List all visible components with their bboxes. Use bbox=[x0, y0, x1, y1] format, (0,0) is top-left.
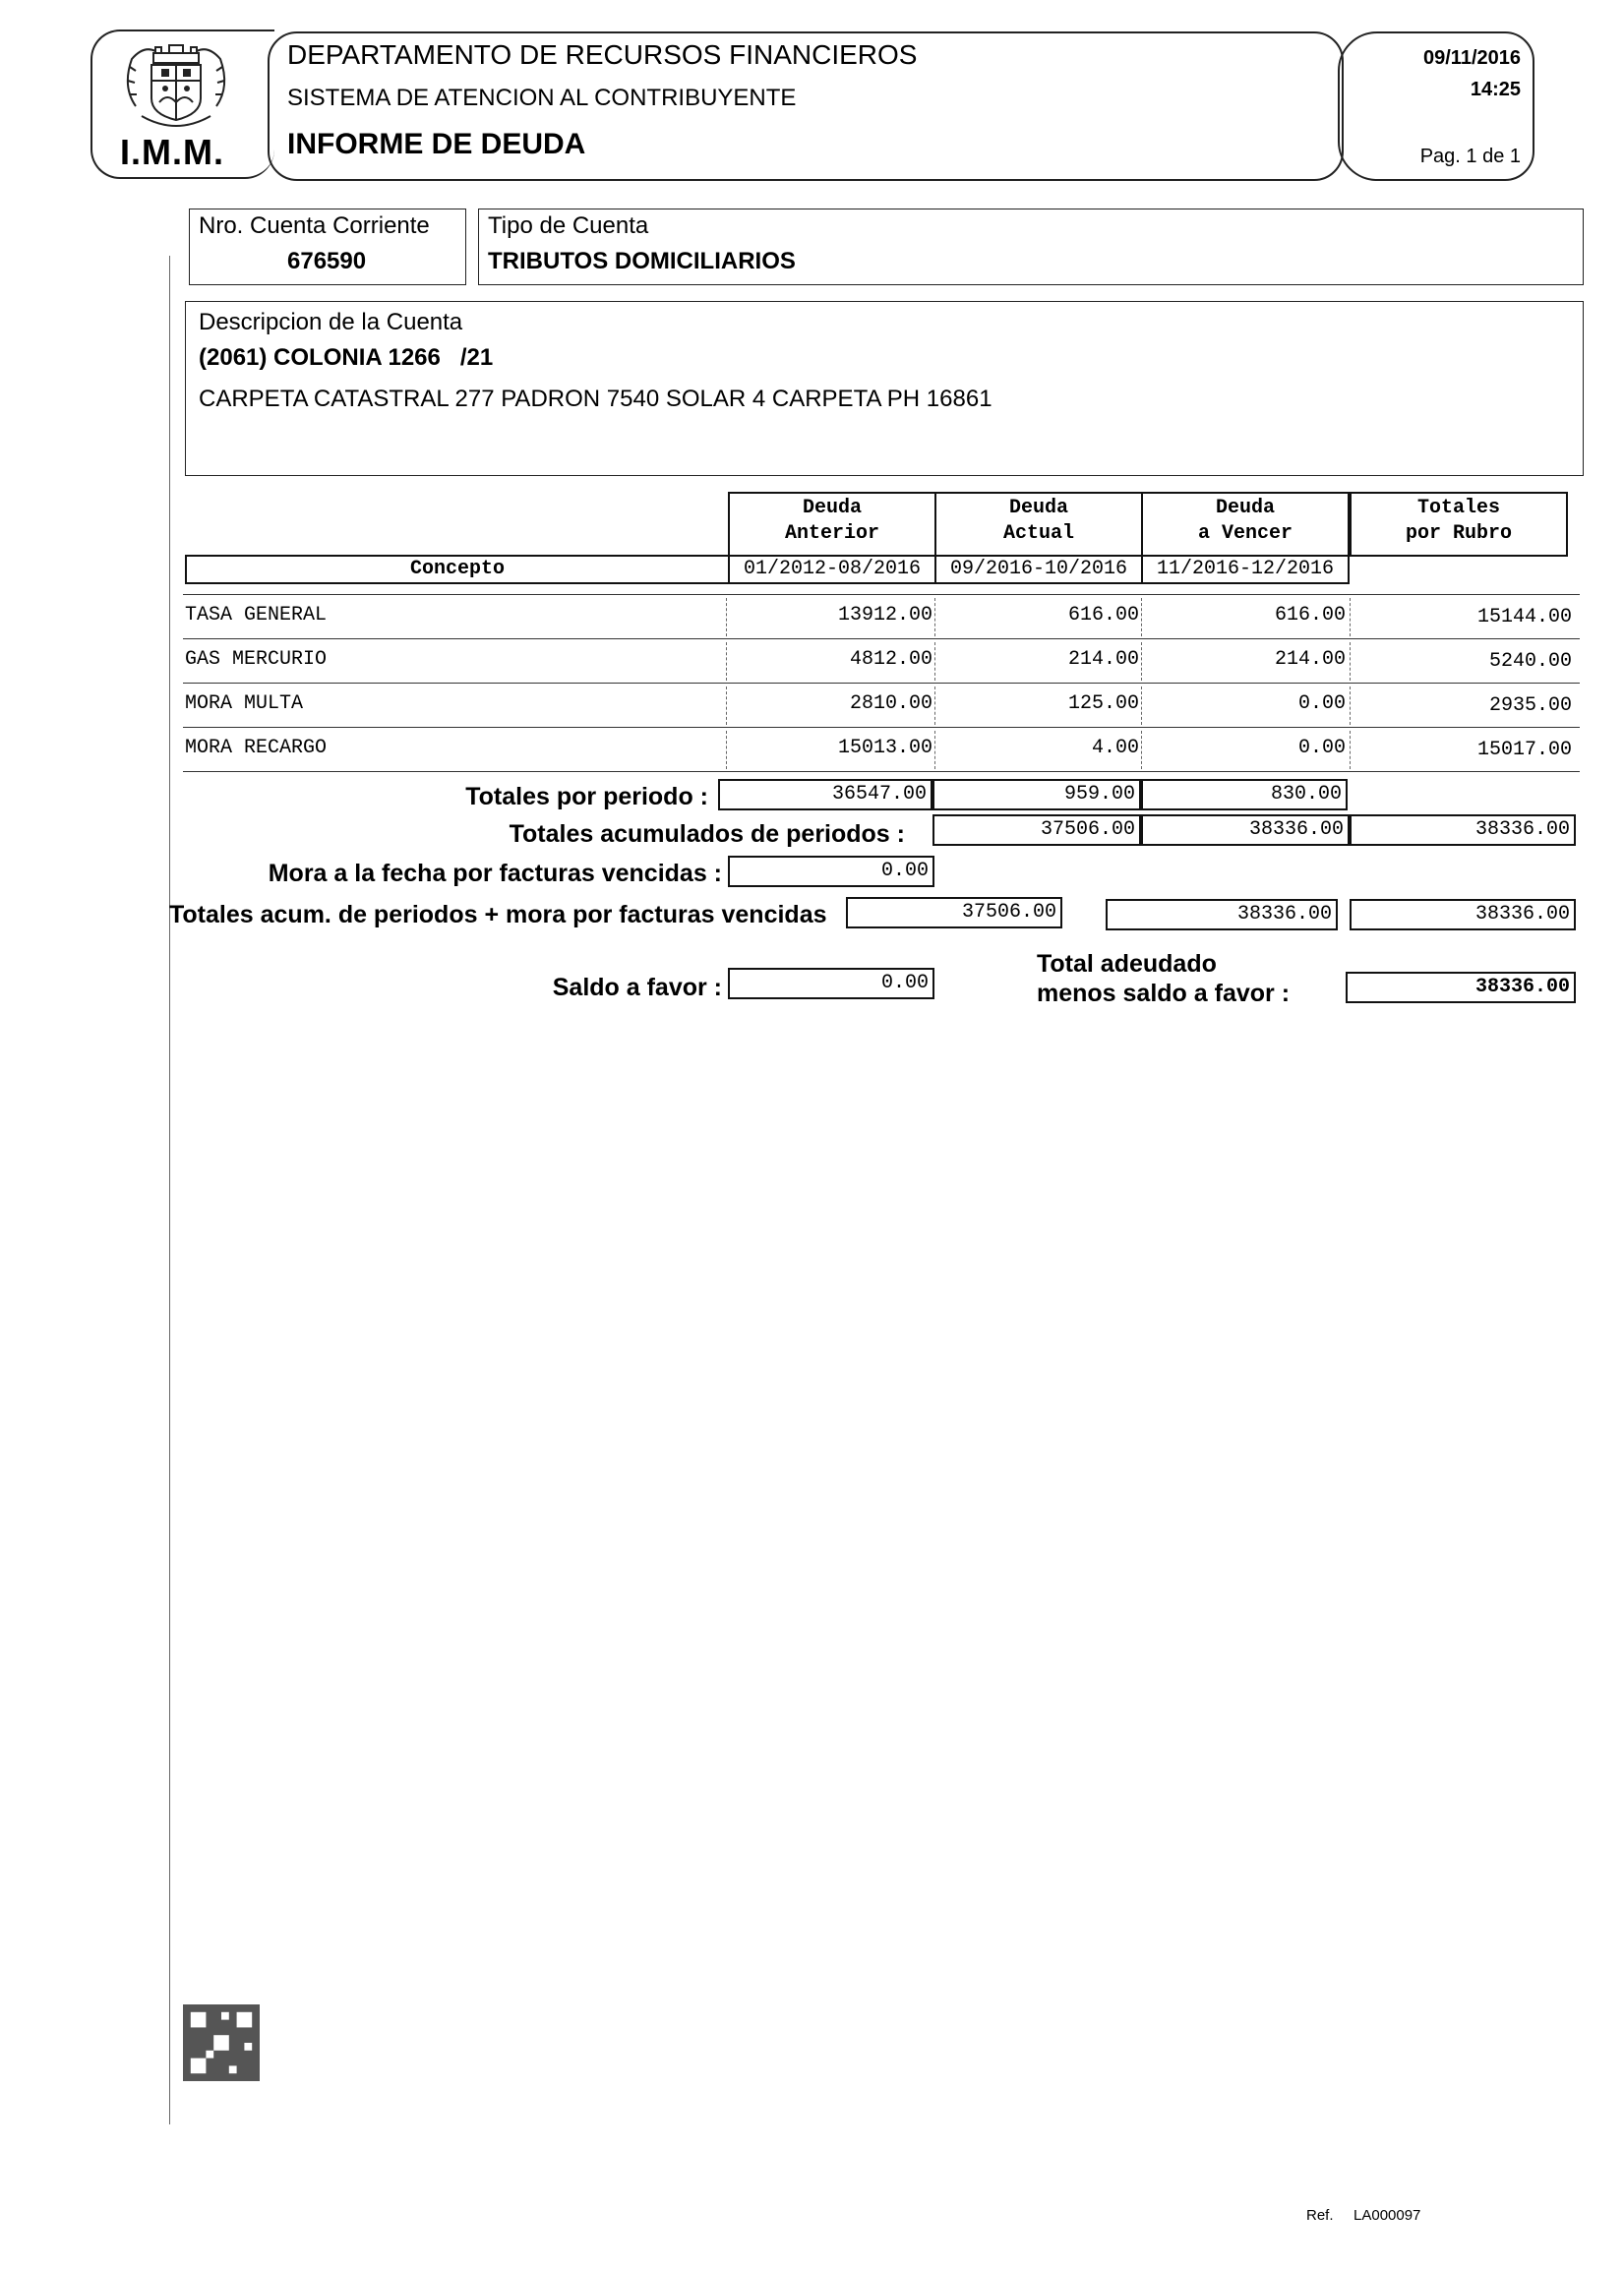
adeudado-value: 38336.00 bbox=[1346, 972, 1576, 1003]
column-separator bbox=[726, 687, 727, 725]
acum-mora-total: 38336.00 bbox=[1350, 899, 1576, 930]
column-separator bbox=[1350, 642, 1351, 681]
column-separator bbox=[934, 731, 935, 769]
crest-icon bbox=[116, 37, 236, 134]
row-actual: 125.00 bbox=[1067, 692, 1139, 715]
row-total: 5240.00 bbox=[1488, 650, 1572, 673]
header-deuda-vencer bbox=[1141, 492, 1350, 557]
account-type-label: Tipo de Cuenta bbox=[488, 212, 649, 239]
row-anterior: 4812.00 bbox=[849, 648, 932, 671]
header-deuda-anterior-line2: Anterior bbox=[784, 522, 879, 545]
column-separator bbox=[1141, 642, 1142, 681]
logo-text: I.M.M. bbox=[120, 132, 224, 172]
column-separator bbox=[1350, 598, 1351, 636]
period-actual: 09/2016-10/2016 bbox=[934, 555, 1143, 584]
column-separator bbox=[1141, 598, 1142, 636]
period-anterior: 01/2012-08/2016 bbox=[728, 555, 936, 584]
department-title: DEPARTAMENTO DE RECURSOS FINANCIEROS bbox=[287, 39, 918, 70]
acum-mora-anterior: 37506.00 bbox=[846, 897, 1062, 928]
saldo-label: Saldo a favor : bbox=[552, 974, 722, 1001]
totales-periodo-vencer: 830.00 bbox=[1141, 779, 1348, 810]
ref-label: Ref. bbox=[1306, 2207, 1334, 2224]
qr-code-icon bbox=[183, 2004, 260, 2081]
acum-mora-actual: 38336.00 bbox=[1106, 899, 1338, 930]
table-row-line bbox=[183, 638, 1580, 639]
saldo-value: 0.00 bbox=[728, 968, 934, 999]
header-deuda-actual-line1: Deuda bbox=[1008, 497, 1068, 519]
row-anterior: 15013.00 bbox=[837, 737, 932, 759]
column-separator bbox=[934, 687, 935, 725]
row-total: 15017.00 bbox=[1476, 739, 1572, 761]
row-total: 2935.00 bbox=[1488, 694, 1572, 717]
totales-periodo-actual: 959.00 bbox=[932, 779, 1141, 810]
row-anterior: 13912.00 bbox=[837, 604, 932, 627]
row-concepto: TASA GENERAL bbox=[185, 604, 328, 627]
header-totales-rubro bbox=[1350, 492, 1568, 557]
account-number: 676590 bbox=[287, 248, 367, 274]
column-separator bbox=[726, 598, 727, 636]
totales-acumulados-total: 38336.00 bbox=[1350, 814, 1576, 846]
column-separator bbox=[934, 642, 935, 681]
row-vencer: 0.00 bbox=[1297, 692, 1346, 715]
header-deuda-anterior bbox=[728, 492, 936, 557]
row-concepto: MORA MULTA bbox=[185, 692, 304, 715]
row-vencer: 616.00 bbox=[1274, 604, 1346, 627]
header-deuda-anterior-line1: Deuda bbox=[802, 497, 862, 519]
margin-line bbox=[169, 256, 170, 2124]
totales-acumulados-vencer: 38336.00 bbox=[1141, 814, 1350, 846]
table-row-line bbox=[183, 594, 1580, 595]
ref-code: LA000097 bbox=[1353, 2207, 1421, 2224]
account-type: TRIBUTOS DOMICILIARIOS bbox=[488, 248, 796, 274]
column-separator bbox=[726, 642, 727, 681]
header-totales-rubro-line1: Totales bbox=[1416, 497, 1500, 519]
row-vencer: 214.00 bbox=[1274, 648, 1346, 671]
row-vencer: 0.00 bbox=[1297, 737, 1346, 759]
totales-acumulados-actual: 37506.00 bbox=[932, 814, 1141, 846]
table-row-line bbox=[183, 683, 1580, 684]
row-actual: 214.00 bbox=[1067, 648, 1139, 671]
mora-label: Mora a la fecha por facturas vencidas : bbox=[268, 860, 722, 887]
account-address: (2061) COLONIA 1266 /21 bbox=[199, 344, 494, 371]
account-cadastral: CARPETA CATASTRAL 277 PADRON 7540 SOLAR 4 CARPETA PH 16861 bbox=[199, 386, 992, 412]
report-time: 14:25 bbox=[1470, 79, 1521, 100]
table-row-line bbox=[183, 727, 1580, 728]
account-description-label: Descripcion de la Cuenta bbox=[199, 309, 463, 335]
header-concepto: Concepto bbox=[185, 555, 730, 584]
header-deuda-actual-line2: Actual bbox=[1002, 522, 1074, 545]
column-separator bbox=[1141, 731, 1142, 769]
adeudado-label-1: Total adeudado bbox=[1037, 950, 1217, 978]
header-deuda-vencer-line2: a Vencer bbox=[1197, 522, 1293, 545]
page-number: Pag. 1 de 1 bbox=[1419, 146, 1521, 167]
row-actual: 616.00 bbox=[1067, 604, 1139, 627]
mora-value: 0.00 bbox=[728, 856, 934, 887]
totales-periodo-label: Totales por periodo : bbox=[465, 783, 708, 810]
totales-acumulados-label: Totales acumulados de periodos : bbox=[509, 820, 905, 848]
table-row-line bbox=[183, 771, 1580, 772]
column-separator bbox=[1350, 731, 1351, 769]
row-concepto: MORA RECARGO bbox=[185, 737, 328, 759]
report-title: INFORME DE DEUDA bbox=[287, 128, 586, 160]
row-anterior: 2810.00 bbox=[849, 692, 932, 715]
system-title: SISTEMA DE ATENCION AL CONTRIBUYENTE bbox=[287, 85, 797, 111]
column-separator bbox=[1350, 687, 1351, 725]
header-totales-rubro-line2: por Rubro bbox=[1405, 522, 1513, 545]
report-date: 09/11/2016 bbox=[1423, 47, 1521, 69]
adeudado-label-2: menos saldo a favor : bbox=[1037, 980, 1291, 1007]
column-separator bbox=[934, 598, 935, 636]
row-actual: 4.00 bbox=[1091, 737, 1139, 759]
column-separator bbox=[1141, 687, 1142, 725]
row-total: 15144.00 bbox=[1476, 606, 1572, 628]
account-number-label: Nro. Cuenta Corriente bbox=[199, 212, 430, 239]
acum-mora-label: Totales acum. de periodos + mora por facturas vencidas bbox=[169, 901, 827, 928]
header-deuda-actual bbox=[934, 492, 1143, 557]
column-separator bbox=[726, 731, 727, 769]
period-vencer: 11/2016-12/2016 bbox=[1141, 555, 1350, 584]
row-concepto: GAS MERCURIO bbox=[185, 648, 328, 671]
header-deuda-vencer-line1: Deuda bbox=[1215, 497, 1275, 519]
totales-periodo-anterior: 36547.00 bbox=[718, 779, 932, 810]
